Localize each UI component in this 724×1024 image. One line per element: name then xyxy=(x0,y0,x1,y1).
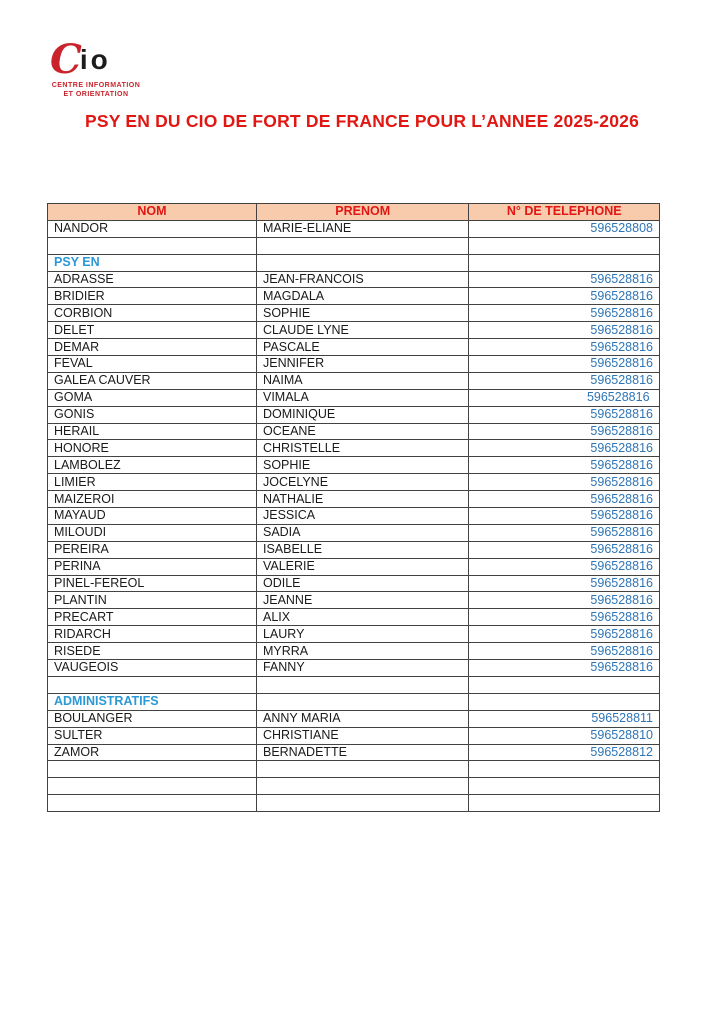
tel-cell: 596528816 xyxy=(469,575,660,592)
tel-cell: 596528816 xyxy=(469,592,660,609)
person-row xyxy=(48,508,660,525)
person-row xyxy=(48,491,660,508)
prenom-cell xyxy=(256,237,468,254)
column-header: PRENOM xyxy=(256,204,468,221)
prenom-cell: MYRRA xyxy=(256,643,468,660)
nom-cell: ZAMOR xyxy=(48,744,257,761)
person-row xyxy=(48,356,660,373)
prenom-cell: CLAUDE LYNE xyxy=(256,322,468,339)
nom-cell: PERINA xyxy=(48,558,257,575)
prenom-cell: JOCELYNE xyxy=(256,474,468,491)
column-header: NOM xyxy=(48,204,257,221)
nom-cell xyxy=(48,795,257,812)
tel-cell xyxy=(469,676,660,693)
nom-cell: MAIZEROI xyxy=(48,491,257,508)
logo-subtitle-line1: CENTRE INFORMATION xyxy=(51,82,141,89)
tel-cell xyxy=(469,778,660,795)
person-row xyxy=(48,710,660,727)
prenom-cell: PASCALE xyxy=(256,339,468,356)
tel-cell: 596528811 xyxy=(469,710,660,727)
empty-row xyxy=(48,795,660,812)
nom-cell: PEREIRA xyxy=(48,541,257,558)
prenom-cell: CHRISTIANE xyxy=(256,727,468,744)
tel-cell xyxy=(469,761,660,778)
tel-cell: 596528816 xyxy=(469,339,660,356)
tel-cell: 596528816 xyxy=(469,541,660,558)
person-row xyxy=(48,541,660,558)
empty-row xyxy=(48,778,660,795)
nom-cell: BRIDIER xyxy=(48,288,257,305)
person-row xyxy=(48,457,660,474)
tel-cell: 596528816 xyxy=(469,305,660,322)
tel-cell: 596528816 xyxy=(469,389,660,406)
tel-cell xyxy=(469,254,660,271)
prenom-cell: LAURY xyxy=(256,626,468,643)
nom-cell: DELET xyxy=(48,322,257,339)
nom-cell: GOMA xyxy=(48,389,257,406)
staff-phone-table xyxy=(47,203,660,812)
nom-cell xyxy=(48,778,257,795)
tel-cell: 596528816 xyxy=(469,491,660,508)
person-row xyxy=(48,322,660,339)
column-header: N° DE TELEPHONE xyxy=(469,204,660,221)
person-row xyxy=(48,575,660,592)
person-row xyxy=(48,558,660,575)
tel-cell: 596528816 xyxy=(469,440,660,457)
tel-cell: 596528816 xyxy=(469,356,660,373)
nom-cell: PSY EN xyxy=(48,254,257,271)
prenom-cell xyxy=(256,761,468,778)
nom-cell: NANDOR xyxy=(48,220,257,237)
person-row xyxy=(48,440,660,457)
prenom-cell: JESSICA xyxy=(256,508,468,525)
prenom-cell xyxy=(256,778,468,795)
person-row xyxy=(48,609,660,626)
prenom-cell: NAIMA xyxy=(256,372,468,389)
prenom-cell: SOPHIE xyxy=(256,457,468,474)
prenom-cell: ANNY MARIA xyxy=(256,710,468,727)
tel-cell: 596528816 xyxy=(469,406,660,423)
person-row xyxy=(48,406,660,423)
person-row xyxy=(48,474,660,491)
tel-cell: 596528816 xyxy=(469,423,660,440)
tel-cell xyxy=(469,795,660,812)
nom-cell: PRECART xyxy=(48,609,257,626)
prenom-cell: NATHALIE xyxy=(256,491,468,508)
tel-cell: 596528816 xyxy=(469,508,660,525)
person-row xyxy=(48,305,660,322)
nom-cell: HERAIL xyxy=(48,423,257,440)
tel-cell xyxy=(469,237,660,254)
prenom-cell: CHRISTELLE xyxy=(256,440,468,457)
tel-cell: 596528816 xyxy=(469,609,660,626)
logo-subtitle-line2: ET ORIENTATION xyxy=(63,91,129,99)
tel-cell xyxy=(469,693,660,710)
nom-cell: FEVAL xyxy=(48,356,257,373)
person-row xyxy=(48,727,660,744)
nom-cell: MAYAUD xyxy=(48,508,257,525)
tel-cell: 596528816 xyxy=(469,474,660,491)
prenom-cell: MARIE-ELIANE xyxy=(256,220,468,237)
cio-logo-wordmark xyxy=(50,36,142,83)
empty-row xyxy=(48,237,660,254)
nom-cell: HONORE xyxy=(48,440,257,457)
logo-letter-c: C xyxy=(50,36,80,83)
prenom-cell xyxy=(256,795,468,812)
person-row xyxy=(48,592,660,609)
cio-logo xyxy=(50,36,142,99)
person-row xyxy=(48,626,660,643)
prenom-cell: DOMINIQUE xyxy=(256,406,468,423)
prenom-cell: JENNIFER xyxy=(256,356,468,373)
prenom-cell: JEANNE xyxy=(256,592,468,609)
tel-cell: 596528816 xyxy=(469,372,660,389)
person-row xyxy=(48,220,660,237)
prenom-cell xyxy=(256,693,468,710)
prenom-cell: MAGDALA xyxy=(256,288,468,305)
tel-cell: 596528816 xyxy=(469,457,660,474)
page-title: PSY EN DU CIO DE FORT DE FRANCE POUR L’ANNEE 2025-2026 xyxy=(84,111,640,131)
section-row xyxy=(48,693,660,710)
nom-cell: SULTER xyxy=(48,727,257,744)
prenom-cell xyxy=(256,676,468,693)
person-row xyxy=(48,423,660,440)
nom-cell: ADRASSE xyxy=(48,271,257,288)
person-row xyxy=(48,744,660,761)
tel-cell: 596528816 xyxy=(469,322,660,339)
nom-cell: MILOUDI xyxy=(48,524,257,541)
prenom-cell: VALERIE xyxy=(256,558,468,575)
prenom-cell: ALIX xyxy=(256,609,468,626)
prenom-cell: SOPHIE xyxy=(256,305,468,322)
nom-cell: ADMINISTRATIFS xyxy=(48,693,257,710)
nom-cell: RIDARCH xyxy=(48,626,257,643)
nom-cell: VAUGEOIS xyxy=(48,660,257,677)
person-row xyxy=(48,524,660,541)
nom-cell: RISEDE xyxy=(48,643,257,660)
section-row xyxy=(48,254,660,271)
person-row xyxy=(48,339,660,356)
nom-cell xyxy=(48,237,257,254)
prenom-cell: VIMALA xyxy=(256,389,468,406)
tel-cell: 596528816 xyxy=(469,558,660,575)
prenom-cell: ODILE xyxy=(256,575,468,592)
nom-cell: LIMIER xyxy=(48,474,257,491)
nom-cell: BOULANGER xyxy=(48,710,257,727)
nom-cell xyxy=(48,761,257,778)
prenom-cell xyxy=(256,254,468,271)
nom-cell: PLANTIN xyxy=(48,592,257,609)
tel-cell: 596528816 xyxy=(469,288,660,305)
nom-cell xyxy=(48,676,257,693)
tel-cell: 596528808 xyxy=(469,220,660,237)
tel-cell: 596528816 xyxy=(469,626,660,643)
tel-cell: 596528816 xyxy=(469,660,660,677)
prenom-cell: FANNY xyxy=(256,660,468,677)
prenom-cell: SADIA xyxy=(256,524,468,541)
person-row xyxy=(48,643,660,660)
person-row xyxy=(48,389,660,406)
nom-cell: PINEL-FEREOL xyxy=(48,575,257,592)
person-row xyxy=(48,288,660,305)
table-header-row xyxy=(48,204,660,221)
prenom-cell: ISABELLE xyxy=(256,541,468,558)
prenom-cell: JEAN-FRANCOIS xyxy=(256,271,468,288)
prenom-cell: BERNADETTE xyxy=(256,744,468,761)
nom-cell: LAMBOLEZ xyxy=(48,457,257,474)
nom-cell: CORBION xyxy=(48,305,257,322)
nom-cell: GONIS xyxy=(48,406,257,423)
nom-cell: GALEA CAUVER xyxy=(48,372,257,389)
prenom-cell: OCEANE xyxy=(256,423,468,440)
person-row xyxy=(48,271,660,288)
tel-cell: 596528816 xyxy=(469,271,660,288)
empty-row xyxy=(48,676,660,693)
logo-subtitle xyxy=(50,81,142,99)
tel-cell: 596528816 xyxy=(469,524,660,541)
nom-cell: DEMAR xyxy=(48,339,257,356)
tel-cell: 596528816 xyxy=(469,643,660,660)
person-row xyxy=(48,660,660,677)
tel-cell: 596528810 xyxy=(469,727,660,744)
empty-row xyxy=(48,761,660,778)
tel-cell: 596528812 xyxy=(469,744,660,761)
person-row xyxy=(48,372,660,389)
logo-letters-io: io xyxy=(79,44,111,75)
